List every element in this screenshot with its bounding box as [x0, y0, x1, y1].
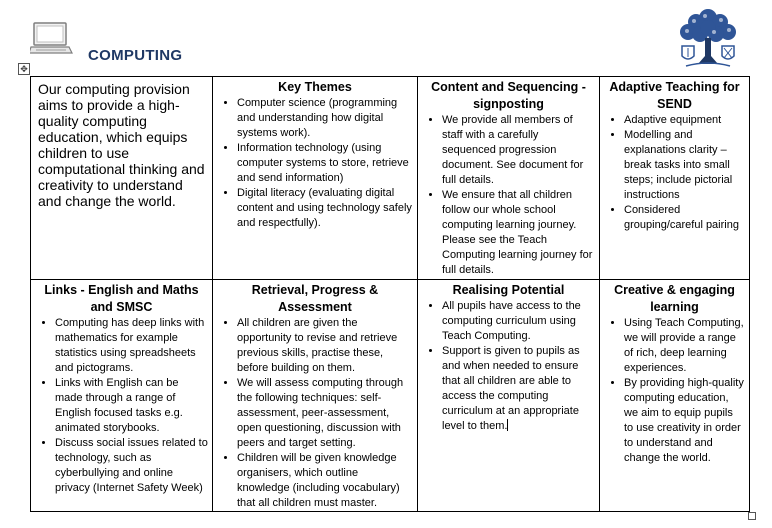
list-item: • We provide all members of staff with a carefully sequenced progression document. See document for full details.: [442, 113, 595, 188]
key-themes-cell[interactable]: [213, 77, 418, 280]
list-item: • Computing has deep links with mathematics for example statistics using spreadsheets and pictograms.: [55, 316, 208, 376]
key-themes-heading: Key Themes: [278, 80, 352, 94]
page-title: COMPUTING: [88, 47, 183, 64]
realising-list: [422, 299, 595, 434]
list-item-text: Support is given to pupils as and when needed to ensure that all children are able to access the computing curriculum at an appropriate level to them.: [442, 345, 580, 432]
adaptive-teaching-heading: Adaptive Teaching for SEND: [609, 80, 740, 111]
list-item: • Adaptive equipment: [624, 113, 745, 128]
list-item: • Discuss social issues related to technology, such as cyberbullying and online privacy (Internet Safety Week): [55, 436, 208, 496]
tree-school-logo: [674, 4, 742, 70]
table-move-handle[interactable]: ✥: [18, 63, 30, 75]
adaptive-teaching-cell[interactable]: [600, 77, 750, 280]
list-item: • Digital literacy (evaluating digital content and using technology safely and respectfully).: [237, 186, 413, 231]
list-item: • We will assess computing through the following techniques: self-assessment, peer-assessment, open questioning, discussion with peers and target setting.: [237, 376, 413, 451]
list-item: [442, 344, 595, 434]
list-item: • By providing high-quality computing education, we aim to equip pupils to use creativity in order to understand and change the world.: [624, 376, 745, 466]
creative-heading: Creative & engaging learning: [614, 283, 735, 314]
creative-cell[interactable]: [600, 280, 750, 512]
text-cursor: [507, 419, 508, 431]
list-item: • All children are given the opportunity to revise and retrieve previous skills, practise these, before building on them.: [237, 316, 413, 376]
realising-heading: Realising Potential: [452, 283, 565, 297]
list-item: • We ensure that all children follow our whole school computing learning journey. Please see the Teach Computing learning journey for full details.: [442, 188, 595, 278]
list-item: • Computer science (programming and understanding how digital systems work).: [237, 96, 413, 141]
realising-cell[interactable]: [418, 280, 600, 512]
retrieval-list: [217, 316, 413, 511]
table-resize-handle[interactable]: [748, 512, 756, 520]
list-item: • Information technology (using computer systems to store, retrieve and send information): [237, 141, 413, 186]
retrieval-cell[interactable]: [213, 280, 418, 512]
list-item: • All pupils have access to the computing curriculum using Teach Computing.: [442, 299, 595, 344]
intro-cell[interactable]: [31, 77, 213, 280]
list-item: • Links with English can be made through a range of English focused tasks e.g. animated storybooks.: [55, 376, 208, 436]
links-list: [35, 316, 208, 496]
adaptive-teaching-list: [604, 113, 745, 233]
laptop-icon: [30, 22, 74, 56]
content-sequencing-cell[interactable]: [418, 77, 600, 280]
intro-text: Our computing provision aims to provide a high-quality computing education, which equips children to use computational thinking and creativity to understand and change the world.: [38, 81, 205, 209]
links-heading: Links - English and Maths and SMSC: [44, 283, 199, 314]
list-item: • Using Teach Computing, we will provide a range of rich, deep learning experiences.: [624, 316, 745, 376]
key-themes-list: [217, 96, 413, 231]
computing-overview-table: [30, 76, 750, 512]
links-cell[interactable]: [31, 280, 213, 512]
content-sequencing-heading: Content and Sequencing - signposting: [431, 80, 586, 111]
retrieval-heading: Retrieval, Progress & Assessment: [251, 283, 379, 314]
creative-list: [604, 316, 745, 466]
list-item: • Children will be given knowledge organisers, which outline knowledge (including vocabulary) that all children must master.: [237, 451, 413, 511]
content-sequencing-list: [422, 113, 595, 278]
list-item: • Considered grouping/careful pairing: [624, 203, 745, 233]
list-item: • Modelling and explanations clarity – break tasks into small steps; include pictorial instructions: [624, 128, 745, 203]
